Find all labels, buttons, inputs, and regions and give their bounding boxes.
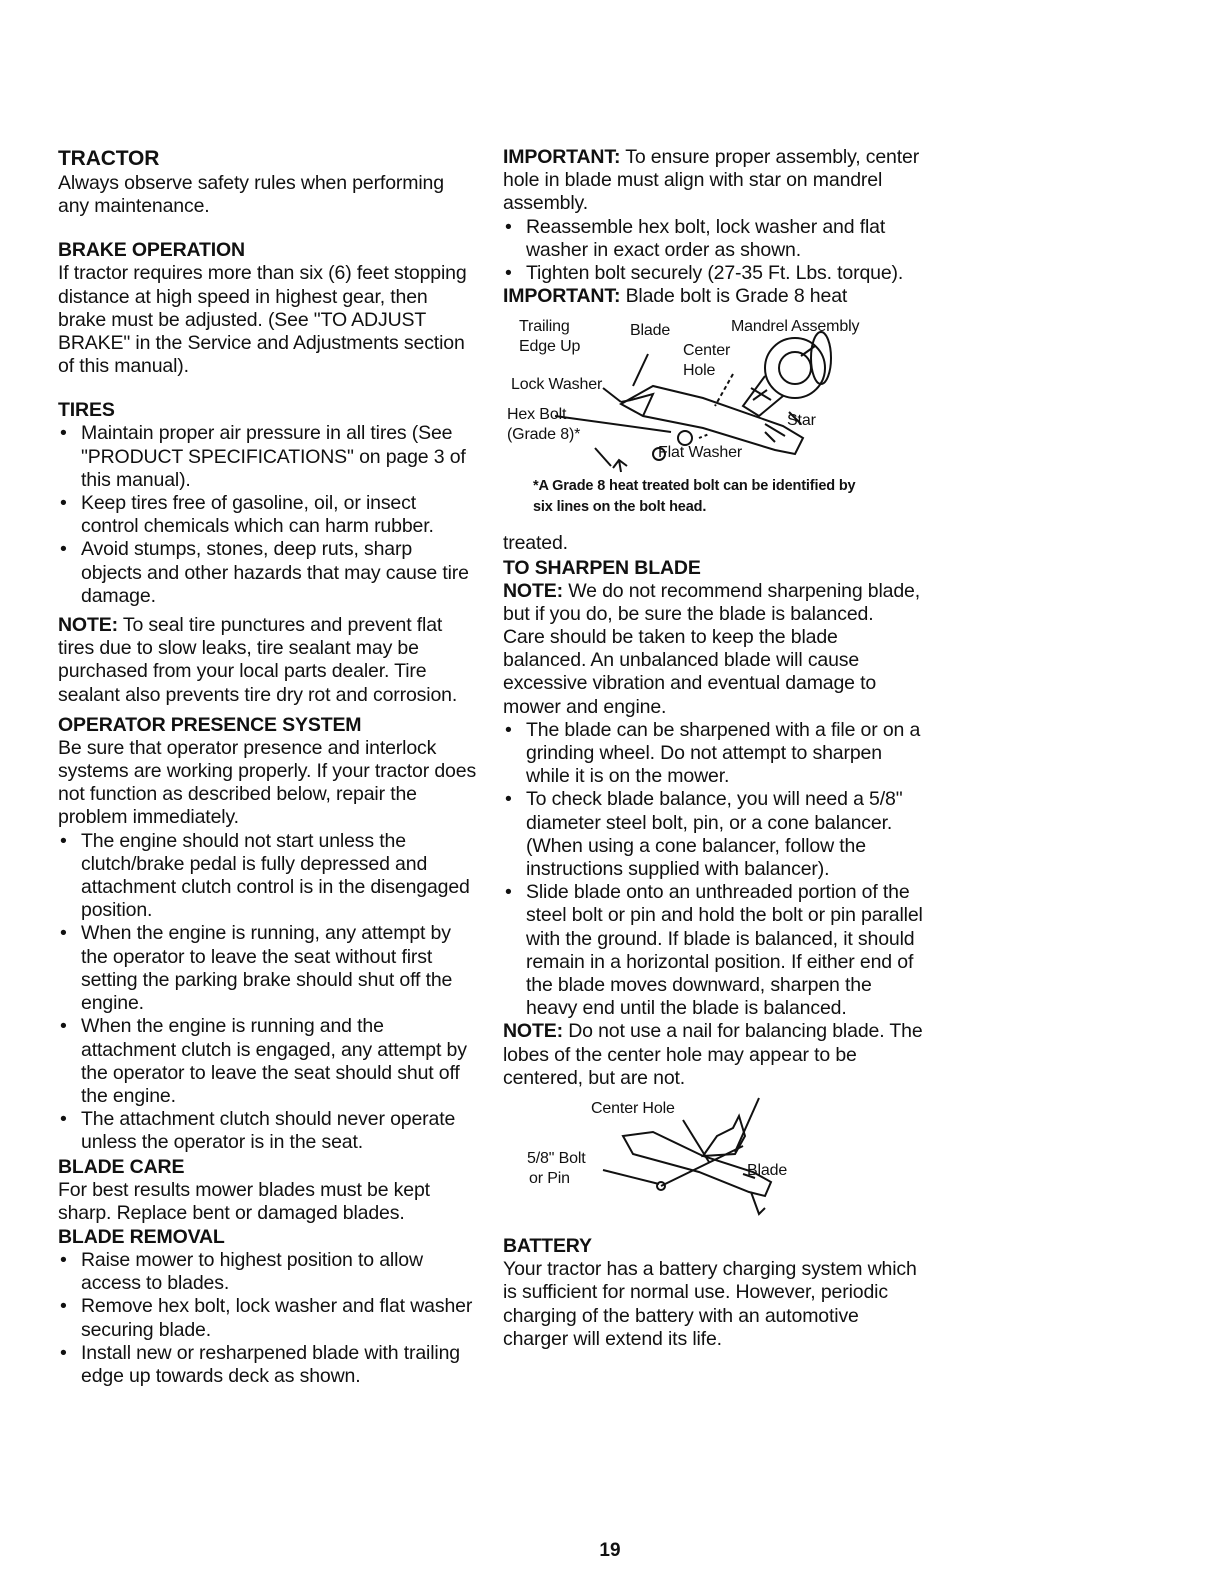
list-item: • Raise mower to highest position to allow access to blades. bbox=[58, 1249, 478, 1295]
list-item: • When the engine is running, any attempt by the operator to leave the seat without first setting the parking brake should shut off the engine. bbox=[58, 922, 478, 1015]
list-item: • The engine should not start unless the clutch/brake pedal is fully depressed and attachment clutch control is in the disengaged position. bbox=[58, 830, 478, 923]
brake-operation-heading: BRAKE OPERATION bbox=[58, 239, 245, 262]
label-lock-washer: Lock Washer bbox=[511, 376, 603, 394]
list-item: • Maintain proper air pressure in all tires (See "PRODUCT SPECIFICATIONS" on page 3 of this manual). bbox=[58, 422, 478, 492]
label-or-pin: or Pin bbox=[529, 1170, 570, 1188]
sharpen-note-text: We do not recommend sharpening blade, but if you do, be sure the blade is balanced. bbox=[503, 579, 921, 625]
label-bolt: 5/8" Bolt bbox=[527, 1150, 586, 1168]
operator-presence-list bbox=[58, 830, 478, 1155]
label-center-hole: Center Hole bbox=[591, 1100, 675, 1118]
label-blade: Blade bbox=[747, 1162, 788, 1180]
label-star: Star bbox=[787, 412, 816, 430]
operator-presence-heading: OPERATOR PRESENCE SYSTEM bbox=[58, 713, 362, 736]
blade-care-heading: BLADE CARE bbox=[58, 1155, 185, 1178]
tires-note bbox=[58, 614, 478, 707]
balancing-note bbox=[503, 1020, 923, 1090]
label-edge-up: Edge Up bbox=[519, 338, 581, 356]
balancing-note-text: Do not use a nail for balancing blade. The lobes of the center hole may appear to be centered, but are not. bbox=[503, 1020, 923, 1089]
label-hex-bolt: Hex Bolt bbox=[507, 406, 567, 424]
sharpen-list bbox=[503, 719, 923, 1021]
tractor-intro: Always observe safety rules when performing any maintenance. bbox=[58, 172, 444, 218]
blade-care-text: For best results mower blades must be kept sharp. Replace bent or damaged blades. bbox=[58, 1178, 430, 1224]
list-item: • Tighten bolt securely (27-35 Ft. Lbs. torque). bbox=[503, 262, 923, 285]
list-item: • The attachment clutch should never operate unless the operator is in the seat. bbox=[58, 1108, 478, 1154]
important-grade-text: Blade bolt is Grade 8 heat bbox=[625, 285, 848, 308]
tractor-heading: TRACTOR bbox=[58, 147, 160, 170]
list-item: • Reassemble hex bolt, lock washer and flat washer in exact order as shown. bbox=[503, 216, 923, 262]
list-item: • To check blade balance, you will need a 5/8" diameter steel bolt, pin, or a cone balancer. (When using a cone balancer, follow the instructions supplied with balancer). bbox=[503, 788, 923, 881]
note-label: NOTE: bbox=[503, 579, 563, 602]
important-grade-continued: treated. bbox=[503, 532, 568, 555]
important-label: IMPORTANT: bbox=[503, 146, 621, 168]
tires-note-text: To seal tire punctures and prevent flat tires due to slow leaks, tire sealant may be purchased from your local parts dealer. Tire sealant also prevents tire dry rot and corrosion. bbox=[58, 614, 458, 706]
sharpen-note bbox=[503, 580, 923, 626]
label-flat-washer: Flat Washer bbox=[658, 444, 742, 462]
blade-removal-heading: BLADE REMOVAL bbox=[58, 1225, 225, 1248]
list-item: • Avoid stumps, stones, deep ruts, sharp objects and other hazards that may cause tire damage. bbox=[58, 538, 478, 608]
sharpen-blade-heading: TO SHARPEN BLADE bbox=[503, 556, 701, 579]
battery-heading: BATTERY bbox=[503, 1235, 592, 1258]
left-column bbox=[58, 146, 478, 1388]
important-label: IMPORTANT: bbox=[503, 285, 621, 308]
list-item: • Keep tires free of gasoline, oil, or insect control chemicals which can harm rubber. bbox=[58, 492, 478, 538]
reassemble-list bbox=[503, 216, 923, 286]
page-number: 19 bbox=[599, 1540, 621, 1561]
label-grade: (Grade 8)* bbox=[507, 426, 581, 444]
label-hole: Hole bbox=[683, 362, 716, 380]
note-label: NOTE: bbox=[58, 614, 118, 637]
blade-assembly-figure bbox=[503, 316, 903, 476]
right-column bbox=[503, 146, 923, 1351]
operator-presence-text: Be sure that operator presence and interlock systems are working properly. If your tractor does not function as described below, repair the problem immediately. bbox=[58, 736, 477, 829]
tires-heading: TIRES bbox=[58, 399, 115, 422]
label-trailing: Trailing bbox=[519, 318, 570, 336]
list-item: • When the engine is running and the attachment clutch is engaged, any attempt by the operator to leave the seat should shut off the engine. bbox=[58, 1015, 478, 1108]
blade-balance-figure bbox=[503, 1096, 823, 1228]
tires-list bbox=[58, 422, 478, 608]
list-item: • Slide blade onto an unthreaded portion of the steel bolt or pin and hold the bolt or pin parallel with the ground. If blade is balanced, it should remain in a horizontal position. If either end of the blade moves downward, sharpen the heavy end until the blade is balanced. bbox=[503, 881, 923, 1020]
list-item: • The blade can be sharpened with a file or on a grinding wheel. Do not attempt to sharpen while it is on the mower. bbox=[503, 719, 923, 789]
label-center: Center bbox=[683, 342, 731, 360]
blade-removal-list bbox=[58, 1249, 478, 1388]
sharpen-text: Care should be taken to keep the blade balanced. An unbalanced blade will cause excessive vibration and eventual damage to mower and engine. bbox=[503, 626, 877, 718]
label-blade: Blade bbox=[630, 322, 671, 340]
note-label: NOTE: bbox=[503, 1020, 563, 1043]
list-item: • Install new or resharpened blade with trailing edge up towards deck as shown. bbox=[58, 1342, 478, 1388]
brake-operation-text: If tractor requires more than six (6) feet stopping distance at high speed in highest gear, then brake must be adjusted. (See "TO ADJUST BRAKE" in the Service and Adjustments section of this manual). bbox=[58, 262, 467, 378]
label-mandrel-assembly: Mandrel Assembly bbox=[731, 318, 860, 336]
important-grade bbox=[503, 285, 923, 308]
list-item: • Remove hex bolt, lock washer and flat washer securing blade. bbox=[58, 1295, 478, 1341]
important-assembly-text: To ensure proper assembly, center hole in blade must align with star on mandrel assembly. bbox=[503, 146, 920, 215]
figure-caption: *A Grade 8 heat treated bolt can be identified by six lines on the bolt head. bbox=[533, 478, 856, 516]
battery-text: Your tractor has a battery charging system which is sufficient for normal use. However, periodic charging of the battery with an automotive charger will extend its life. bbox=[503, 1258, 917, 1350]
important-assembly bbox=[503, 146, 923, 216]
